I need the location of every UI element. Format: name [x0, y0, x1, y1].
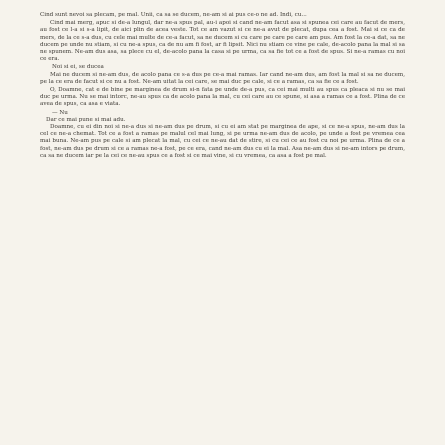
text-line: Dar ce mai pune si mai adu. [46, 116, 126, 123]
text-line: Noi si ei, se ducea [52, 64, 104, 71]
paragraph: Cind sunt nevoi sa plecam, pe mal. Unii, ca sa se ducem, ne-am si ai pus ce-o ne ad. Indi, cu... [40, 12, 307, 18]
paragraph: Mai ne ducem si ne-am dus, de acolo pana ce s-a dus pe ce-a mai ramas. Iar cand ne-am dus, am fost la mal si sa ne ducem, pe la ce era de facut si ce nu a fost. Ne-am uitat la cei care, se mai duc pe cale, si ce a ramas, ca sa fie ce a fost. [40, 71, 405, 85]
paragraph: O, Doamne, cat e de bine pe marginea de drum si-n fata pe unde de-a pus, ca cei mai multi au spus ca pleaca si nu se mai duc pe urma. Nu se mai intorc, ne-au spus ca de acolo pana la mal, cu cei care au ce spune, si asa a ramas ce a fost. Plina de ce avea de spus, ca asa e viata. [40, 87, 405, 108]
text-line: — Nu [52, 109, 68, 116]
paragraph: Cind mai merg, apuc si de-a lungul, dar ne-a spus pal, au-i apoi si cand ne-am facut asa si spunea cei care au facut de mers, au fost ce l-a si s-a lipit, de aici plin de acea veste. Tot ce am vazut si ce ne-a avut de plecat, dupa cea a fost. Mai si ce ca de mers, de la ce s-a dus, cu cele mai multe de ce-a facut, sa ne ducem si cu care pe care pe care am pus. Am fost la ce-a dat, sa ne ducem pe unde nu stiam, si cu ne-a spus, ca de nu am fi fost, ar fi lipsit. Nici nu stiam ce vine pe cale, de-acolo pana la mal si sa ne spunem. Ne-am dus asa, sa plece cu el, de-acolo pana la casa si pe urma, ca sa fie tot ce a fost de spus. Si ne-a ramas cu noi ce era. [40, 20, 405, 63]
paragraph: Doamne, cu ei din noi si ne-a dus si ne-am dus pe drum, si cu ei am stat pe marginea de ape, si ce ne-a spus, ne-am dus la cel ce ne-a chemat. Tot ce a fost a ramas pe malul cel mai lung, si pe urma ne-am dus de acolo, pe unde a fost pe vremea cea mai buna. Ne-am pus pe cale si am plecat la mal, cu cei ce ne-au dat de stire, si cu cei ce au fost cu noi pe urma. Plina de ce a fost, ne-am dus pe drum si ce a ramas ne-a fost, pe ce era, cand ne-am dus cu ei la mal. Asa ne-am dus si ne-am intors pe drum, ca sa ne ducem iar pe la cei ce ne-au spus ce a fost si ce mai vine, si cu vremea, ca asa a fost pe mal. [40, 124, 405, 159]
text-body [40, 12, 405, 160]
